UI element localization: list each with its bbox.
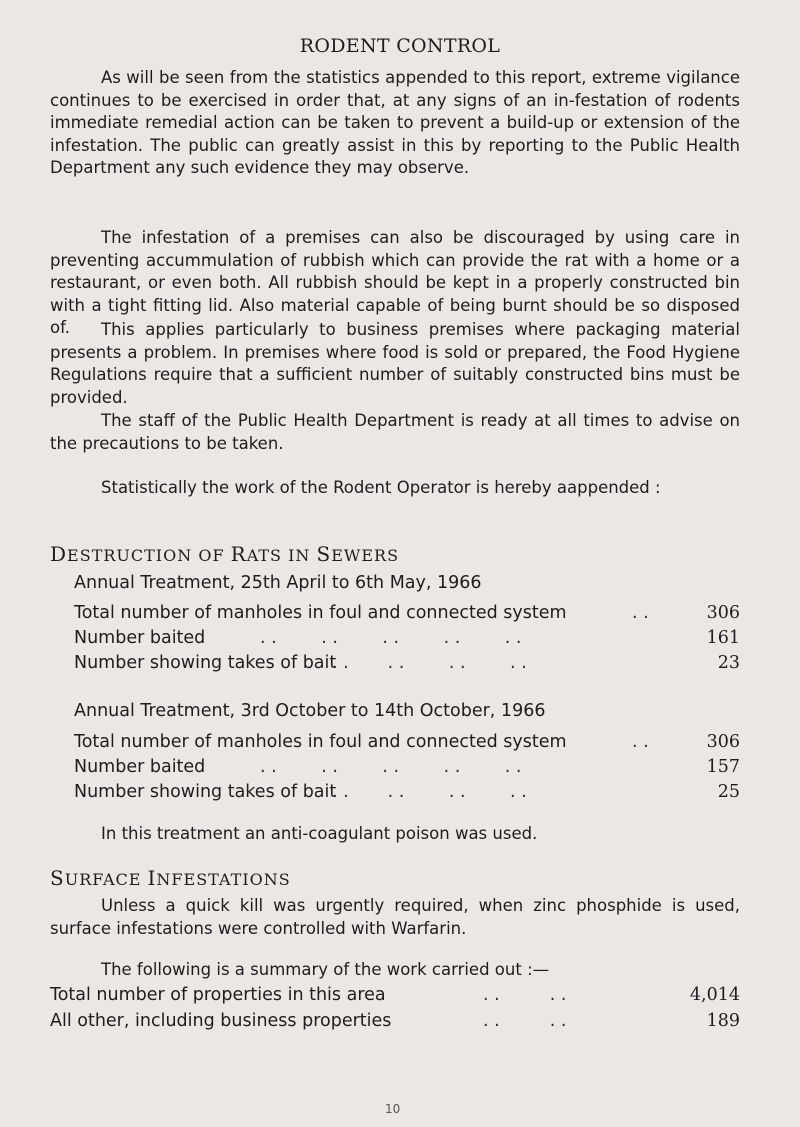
paragraph-vigilance-text: As will be seen from the statistics appended to this report, extreme vigilance continues to be exercised in order that, at any signs of an in-festation of rodents immediate remedial action can be taken to prevent a build-up or extension of the infestation. The public can greatly assist in this by reporting to the Public Health Department any such evidence they may observe.: [50, 68, 740, 178]
leader-dots: . . . .: [483, 1011, 567, 1031]
paragraph-anticoagulant-text: In this treatment an anti-coagulant poison was used.: [101, 824, 538, 843]
table-row: Total number of properties in this area . . . . 4,014: [50, 985, 740, 1005]
paragraph-discourage-text: The infestation of a premises can also be discouraged by using care in preventing accummulation of rubbish which can provide the rat with a home or a restaurant, or even both. All rubbish should be kept in a properly constructed bin with a tight fitting lid. Also material capable of being burnt should be so disposed of.: [50, 228, 740, 338]
page-title: RODENT CONTROL: [299, 35, 501, 57]
paragraph-warfarin: [50, 895, 740, 940]
paragraph-business: [50, 319, 740, 409]
table-row: Total number of manholes in foul and connected system . . 306: [74, 603, 740, 623]
paragraph-staff-text: The staff of the Public Health Department is ready at all times to advise on the precautions to be taken.: [50, 411, 740, 453]
paragraph-staff: [50, 410, 740, 455]
paragraph-statistics: [50, 477, 740, 500]
treatment2-label: Annual Treatment, 3rd October to 14th October, 1966: [74, 701, 546, 721]
table-row: Number showing takes of bait . . . . . . . . 25: [74, 782, 740, 802]
treatment1-label: Annual Treatment, 25th April to 6th May, 1966: [74, 573, 482, 593]
paragraph-statistics-text: Statistically the work of the Rodent Operator is hereby aappended :: [101, 478, 661, 497]
table-row: Total number of manholes in foul and connected system . . 306: [74, 732, 740, 752]
paragraph-summary-intro: [50, 959, 740, 982]
paragraph-vigilance: [50, 67, 740, 180]
leader-dots: . . . . . . . .: [332, 782, 527, 802]
table-row: Number baited . . . . . . . . . . 161: [74, 628, 740, 648]
paragraph-business-text: This applies particularly to business premises where packaging material presents a problem. In premises where food is sold or prepared, the Food Hygiene Regulations require that a sufficient number of suitably constructed bins must be provided.: [50, 320, 740, 407]
heading-surface-infestations: SURFACE INFESTATIONS: [50, 866, 291, 890]
leader-dots: . .: [632, 732, 649, 752]
leader-dots: . .: [632, 603, 649, 623]
leader-dots: . . . . . . . . . .: [260, 757, 522, 777]
table-row: Number baited . . . . . . . . . . 157: [74, 757, 740, 777]
leader-dots: . . . . . . . . . .: [260, 628, 522, 648]
table-row: All other, including business properties . . . . 189: [50, 1011, 740, 1031]
paragraph-anticoagulant: [50, 823, 740, 846]
paragraph-warfarin-text: Unless a quick kill was urgently required, when zinc phosphide is used, surface infestations were controlled with Warfarin.: [50, 896, 740, 938]
leader-dots: . . . .: [483, 985, 567, 1005]
leader-dots: . . . . . . . .: [332, 653, 527, 673]
heading-destruction-of-rats: DESTRUCTION OF RATS IN SEWERS: [50, 542, 400, 566]
page-number: 10: [385, 1102, 401, 1116]
paragraph-summary-intro-text: The following is a summary of the work carried out :—: [101, 960, 550, 979]
table-row: Number showing takes of bait . . . . . . . . 23: [74, 653, 740, 673]
